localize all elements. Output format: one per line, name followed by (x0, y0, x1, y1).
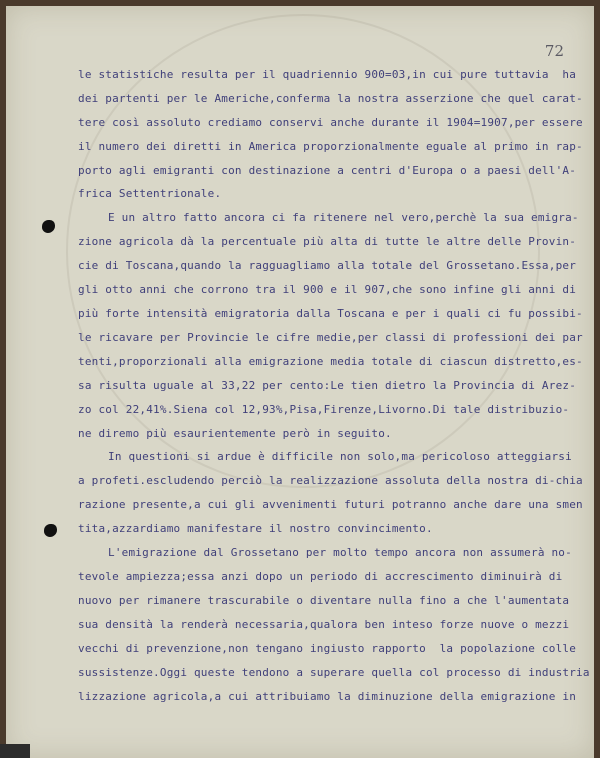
text-line: nuovo per rimanere trascurabile o diventare nulla fino a che l'aumentata (78, 594, 570, 607)
text-line: lizzazione agricola,a cui attribuiamo la diminuzione della emigrazione in (78, 690, 577, 703)
text-line: ne diremo più esaurientemente però in seguito. (78, 427, 392, 440)
text-line: razione presente,a cui gli avvenimenti futuri potranno anche dare una smen (78, 498, 583, 511)
text-line: E un altro fatto ancora ci fa ritenere nel vero,perchè la sua emigra- (108, 211, 579, 224)
text-line: tita,azzardiamo manifestare il nostro convincimento. (78, 522, 433, 535)
text-line: cie di Toscana,quando la ragguagliamo alla totale del Grossetano.Essa,per (78, 259, 577, 272)
text-line: sussistenze.Oggi queste tendono a superare quella col processo di industria (78, 666, 590, 679)
text-line: zo col 22,41%.Siena col 12,93%,Pisa,Firenze,Livorno.Di tale distribuzio- (78, 403, 570, 416)
text-line: sua densità la renderà necessaria,qualora ben inteso forze nuove o mezzi (78, 618, 570, 631)
text-line: zione agricola dà la percentuale più alta di tutte le altre delle Provin- (78, 235, 577, 248)
text-line: il numero dei diretti in America proporzionalmente eguale al primo in rap- (78, 140, 583, 153)
document-page (6, 6, 594, 758)
text-line: dei partenti per le Americhe,conferma la nostra asserzione che quel carat- (78, 92, 583, 105)
text-line: più forte intensità emigratoria dalla Toscana e per i quali ci fu possibi- (78, 307, 583, 320)
watermark-seal (66, 14, 540, 488)
text-line: a profeti.escludendo perciò la realizzazione assoluta della nostra di-chia (78, 474, 583, 487)
text-line: le statistiche resulta per il quadriennio 900=03,in cui pure tuttavia ha (78, 68, 577, 81)
text-line: frica Settentrionale. (78, 187, 222, 200)
text-line: sa risulta uguale al 33,22 per cento:Le tien dietro la Provincia di Arez- (78, 379, 577, 392)
text-line: gli otto anni che corrono tra il 900 e il 907,che sono infine gli anni di (78, 283, 577, 296)
corner-label (0, 744, 30, 758)
text-line: tevole ampiezza;essa anzi dopo un periodo di accrescimento diminuirà di (78, 570, 563, 583)
text-line: le ricavare per Provincie le cifre medie,per classi di professioni dei par (78, 331, 583, 344)
text-line: tere così assoluto crediamo conservi anche durante il 1904=1907,per essere (78, 116, 583, 129)
ink-blot (44, 524, 57, 537)
text-line: In questioni si ardue è difficile non solo,ma pericoloso atteggiarsi (108, 450, 572, 463)
text-line: L'emigrazione dal Grossetano per molto tempo ancora non assumerà no- (108, 546, 572, 559)
text-line: tenti,proporzionali alla emigrazione media totale di ciascun distretto,es- (78, 355, 583, 368)
ink-blot (42, 220, 55, 233)
text-line: porto agli emigranti con destinazione a centri d'Europa o a paesi dell'A- (78, 164, 577, 177)
page-number: 72 (544, 42, 564, 60)
text-line: vecchi di prevenzione,non tengano ingiusto rapporto la popolazione colle (78, 642, 577, 655)
